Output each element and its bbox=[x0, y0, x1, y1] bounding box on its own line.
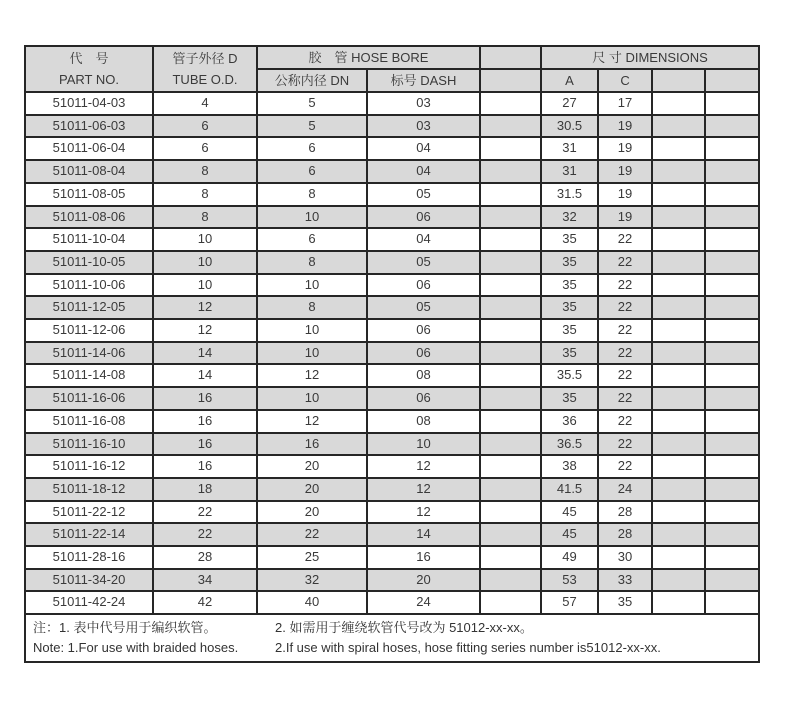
cell-dim-a: 31.5 bbox=[541, 183, 598, 206]
cell-dim-c: 22 bbox=[598, 364, 652, 387]
cell-part-no: 51011-04-03 bbox=[25, 92, 153, 115]
cell-dn: 8 bbox=[257, 183, 367, 206]
table-row bbox=[25, 569, 759, 592]
cell-dim-c: 22 bbox=[598, 296, 652, 319]
cell-blank bbox=[705, 501, 759, 524]
cell-dim-a: 31 bbox=[541, 160, 598, 183]
cell-dim-c: 22 bbox=[598, 387, 652, 410]
cell-blank bbox=[480, 206, 541, 229]
cell-blank bbox=[652, 501, 705, 524]
cell-dash: 10 bbox=[367, 433, 480, 456]
cell-blank bbox=[652, 364, 705, 387]
table-row bbox=[25, 433, 759, 456]
cell-part-no: 51011-22-12 bbox=[25, 501, 153, 524]
header-dash: 标号 DASH bbox=[367, 69, 480, 92]
cell-dim-c: 19 bbox=[598, 206, 652, 229]
cell-blank bbox=[652, 183, 705, 206]
cell-blank bbox=[705, 410, 759, 433]
cell-dim-a: 57 bbox=[541, 591, 598, 614]
cell-dim-a: 35 bbox=[541, 296, 598, 319]
cell-blank bbox=[480, 364, 541, 387]
cell-tube-od: 42 bbox=[153, 591, 257, 614]
cell-dash: 05 bbox=[367, 251, 480, 274]
cell-blank bbox=[705, 228, 759, 251]
cell-dn: 22 bbox=[257, 523, 367, 546]
cell-tube-od: 16 bbox=[153, 433, 257, 456]
cell-blank bbox=[480, 546, 541, 569]
cell-dn: 16 bbox=[257, 433, 367, 456]
cell-blank bbox=[480, 296, 541, 319]
cell-dn: 6 bbox=[257, 137, 367, 160]
cell-dim-c: 24 bbox=[598, 478, 652, 501]
cell-dim-c: 22 bbox=[598, 410, 652, 433]
cell-blank bbox=[652, 319, 705, 342]
table-header bbox=[25, 46, 759, 92]
cell-blank bbox=[652, 523, 705, 546]
cell-dim-a: 45 bbox=[541, 523, 598, 546]
header-part-no-en: PART NO. bbox=[59, 72, 119, 87]
header-tube-od-en: TUBE O.D. bbox=[172, 72, 238, 87]
cell-blank bbox=[705, 183, 759, 206]
cell-dash: 20 bbox=[367, 569, 480, 592]
cell-part-no: 51011-42-24 bbox=[25, 591, 153, 614]
note-zh-1: 注：1. 表中代号用于编织软管。 bbox=[33, 620, 217, 636]
cell-dn: 32 bbox=[257, 569, 367, 592]
note-en-1: Note: 1.For use with braided hoses. bbox=[33, 640, 239, 656]
cell-tube-od: 16 bbox=[153, 410, 257, 433]
table-row bbox=[25, 342, 759, 365]
cell-blank bbox=[705, 319, 759, 342]
cell-part-no: 51011-16-10 bbox=[25, 433, 153, 456]
table-row bbox=[25, 92, 759, 115]
cell-tube-od: 10 bbox=[153, 228, 257, 251]
cell-dim-a: 27 bbox=[541, 92, 598, 115]
cell-dim-c: 19 bbox=[598, 115, 652, 138]
hose-fittings-table bbox=[24, 45, 760, 663]
header-blank-col5b bbox=[480, 69, 541, 92]
cell-blank bbox=[652, 387, 705, 410]
cell-tube-od: 16 bbox=[153, 387, 257, 410]
cell-blank bbox=[652, 478, 705, 501]
cell-blank bbox=[480, 228, 541, 251]
cell-part-no: 51011-10-05 bbox=[25, 251, 153, 274]
cell-blank bbox=[652, 410, 705, 433]
cell-blank bbox=[652, 228, 705, 251]
cell-dim-c: 22 bbox=[598, 274, 652, 297]
cell-dash: 12 bbox=[367, 478, 480, 501]
table-row bbox=[25, 160, 759, 183]
cell-dim-a: 35 bbox=[541, 228, 598, 251]
cell-blank bbox=[480, 591, 541, 614]
cell-dn: 8 bbox=[257, 251, 367, 274]
cell-blank bbox=[480, 319, 541, 342]
cell-dim-c: 30 bbox=[598, 546, 652, 569]
cell-dim-a: 41.5 bbox=[541, 478, 598, 501]
cell-tube-od: 6 bbox=[153, 115, 257, 138]
cell-dash: 12 bbox=[367, 501, 480, 524]
cell-dim-a: 53 bbox=[541, 569, 598, 592]
cell-dn: 10 bbox=[257, 387, 367, 410]
cell-blank bbox=[705, 364, 759, 387]
cell-blank bbox=[652, 546, 705, 569]
cell-blank bbox=[705, 137, 759, 160]
cell-blank bbox=[652, 274, 705, 297]
cell-dim-c: 28 bbox=[598, 523, 652, 546]
cell-blank bbox=[480, 342, 541, 365]
cell-dash: 04 bbox=[367, 160, 480, 183]
cell-dn: 20 bbox=[257, 455, 367, 478]
cell-blank bbox=[652, 206, 705, 229]
cell-blank bbox=[480, 251, 541, 274]
cell-dim-c: 22 bbox=[598, 455, 652, 478]
note-line-en bbox=[26, 638, 758, 658]
cell-tube-od: 22 bbox=[153, 501, 257, 524]
header-dim-c: C bbox=[598, 69, 652, 92]
cell-blank bbox=[480, 92, 541, 115]
cell-part-no: 51011-14-06 bbox=[25, 342, 153, 365]
cell-dash: 12 bbox=[367, 455, 480, 478]
cell-part-no: 51011-34-20 bbox=[25, 569, 153, 592]
cell-blank bbox=[705, 160, 759, 183]
cell-dim-a: 35 bbox=[541, 274, 598, 297]
table-row bbox=[25, 455, 759, 478]
cell-blank bbox=[652, 296, 705, 319]
cell-blank bbox=[705, 591, 759, 614]
cell-dn: 10 bbox=[257, 206, 367, 229]
cell-blank bbox=[480, 501, 541, 524]
cell-blank bbox=[705, 342, 759, 365]
cell-blank bbox=[480, 387, 541, 410]
cell-blank bbox=[652, 92, 705, 115]
table-row bbox=[25, 364, 759, 387]
cell-dim-c: 22 bbox=[598, 433, 652, 456]
cell-dim-a: 30.5 bbox=[541, 115, 598, 138]
cell-dn: 25 bbox=[257, 546, 367, 569]
cell-part-no: 51011-16-12 bbox=[25, 455, 153, 478]
cell-blank bbox=[652, 251, 705, 274]
header-blank-col5 bbox=[480, 46, 541, 69]
cell-dash: 06 bbox=[367, 319, 480, 342]
cell-dim-a: 35 bbox=[541, 342, 598, 365]
cell-part-no: 51011-12-05 bbox=[25, 296, 153, 319]
cell-dim-c: 22 bbox=[598, 319, 652, 342]
cell-dash: 06 bbox=[367, 206, 480, 229]
cell-dim-a: 36 bbox=[541, 410, 598, 433]
cell-dim-c: 19 bbox=[598, 160, 652, 183]
cell-blank bbox=[480, 478, 541, 501]
cell-dim-a: 35.5 bbox=[541, 364, 598, 387]
cell-dash: 08 bbox=[367, 410, 480, 433]
header-dim-a: A bbox=[541, 69, 598, 92]
header-part-no bbox=[25, 46, 153, 92]
cell-blank bbox=[652, 137, 705, 160]
table-row bbox=[25, 591, 759, 614]
cell-tube-od: 12 bbox=[153, 319, 257, 342]
table-row bbox=[25, 251, 759, 274]
header-tube-od-zh: 管子外径 D bbox=[172, 51, 238, 66]
table-row bbox=[25, 546, 759, 569]
header-row-1 bbox=[25, 46, 759, 69]
cell-dash: 06 bbox=[367, 274, 480, 297]
cell-dash: 06 bbox=[367, 387, 480, 410]
cell-dim-c: 17 bbox=[598, 92, 652, 115]
cell-blank bbox=[652, 433, 705, 456]
table-row bbox=[25, 478, 759, 501]
header-blank-col9 bbox=[705, 69, 759, 92]
cell-part-no: 51011-16-08 bbox=[25, 410, 153, 433]
header-dn: 公称内径 DN bbox=[257, 69, 367, 92]
note-zh-2: 2. 如需用于缠绕软管代号改为 51012-xx-xx。 bbox=[275, 620, 533, 636]
cell-tube-od: 16 bbox=[153, 455, 257, 478]
cell-dim-a: 31 bbox=[541, 137, 598, 160]
cell-blank bbox=[480, 410, 541, 433]
cell-blank bbox=[705, 546, 759, 569]
cell-tube-od: 10 bbox=[153, 251, 257, 274]
cell-dim-a: 35 bbox=[541, 319, 598, 342]
cell-dash: 14 bbox=[367, 523, 480, 546]
cell-part-no: 51011-14-08 bbox=[25, 364, 153, 387]
cell-dn: 6 bbox=[257, 228, 367, 251]
cell-part-no: 51011-10-04 bbox=[25, 228, 153, 251]
cell-blank bbox=[705, 455, 759, 478]
cell-dash: 04 bbox=[367, 228, 480, 251]
cell-dim-c: 33 bbox=[598, 569, 652, 592]
cell-part-no: 51011-22-14 bbox=[25, 523, 153, 546]
table-row bbox=[25, 228, 759, 251]
cell-dn: 5 bbox=[257, 115, 367, 138]
cell-blank bbox=[705, 569, 759, 592]
cell-blank bbox=[652, 342, 705, 365]
cell-part-no: 51011-08-06 bbox=[25, 206, 153, 229]
note-en-2: 2.If use with spiral hoses, hose fitting series number is51012-xx-xx. bbox=[275, 640, 661, 656]
cell-part-no: 51011-06-03 bbox=[25, 115, 153, 138]
cell-dim-c: 19 bbox=[598, 183, 652, 206]
cell-dash: 03 bbox=[367, 115, 480, 138]
cell-dim-a: 38 bbox=[541, 455, 598, 478]
table-footer bbox=[25, 614, 759, 662]
cell-dash: 03 bbox=[367, 92, 480, 115]
header-tube-od bbox=[153, 46, 257, 92]
table-row bbox=[25, 206, 759, 229]
cell-part-no: 51011-08-04 bbox=[25, 160, 153, 183]
cell-blank bbox=[652, 569, 705, 592]
cell-tube-od: 4 bbox=[153, 92, 257, 115]
cell-dash: 24 bbox=[367, 591, 480, 614]
cell-dim-c: 28 bbox=[598, 501, 652, 524]
cell-blank bbox=[652, 160, 705, 183]
notes-box bbox=[25, 614, 759, 662]
cell-blank bbox=[705, 251, 759, 274]
cell-blank bbox=[705, 296, 759, 319]
cell-part-no: 51011-10-06 bbox=[25, 274, 153, 297]
cell-dash: 08 bbox=[367, 364, 480, 387]
cell-dim-c: 22 bbox=[598, 228, 652, 251]
cell-dim-a: 45 bbox=[541, 501, 598, 524]
cell-blank bbox=[705, 274, 759, 297]
cell-blank bbox=[480, 569, 541, 592]
cell-tube-od: 28 bbox=[153, 546, 257, 569]
cell-tube-od: 14 bbox=[153, 364, 257, 387]
cell-dn: 40 bbox=[257, 591, 367, 614]
cell-dn: 12 bbox=[257, 410, 367, 433]
cell-part-no: 51011-28-16 bbox=[25, 546, 153, 569]
cell-dn: 10 bbox=[257, 342, 367, 365]
cell-dash: 06 bbox=[367, 342, 480, 365]
cell-dim-a: 32 bbox=[541, 206, 598, 229]
cell-part-no: 51011-16-06 bbox=[25, 387, 153, 410]
cell-dash: 04 bbox=[367, 137, 480, 160]
cell-dn: 6 bbox=[257, 160, 367, 183]
cell-dim-a: 36.5 bbox=[541, 433, 598, 456]
header-part-no-zh: 代 号 bbox=[69, 51, 109, 66]
cell-blank bbox=[480, 274, 541, 297]
cell-blank bbox=[480, 160, 541, 183]
cell-tube-od: 8 bbox=[153, 206, 257, 229]
cell-dim-c: 35 bbox=[598, 591, 652, 614]
cell-blank bbox=[652, 591, 705, 614]
cell-blank bbox=[652, 115, 705, 138]
cell-tube-od: 14 bbox=[153, 342, 257, 365]
cell-blank bbox=[480, 183, 541, 206]
note-line-zh bbox=[26, 618, 758, 638]
cell-tube-od: 18 bbox=[153, 478, 257, 501]
cell-tube-od: 12 bbox=[153, 296, 257, 319]
table-row bbox=[25, 296, 759, 319]
cell-part-no: 51011-06-04 bbox=[25, 137, 153, 160]
table-row bbox=[25, 319, 759, 342]
header-dimensions: 尺 寸 DIMENSIONS bbox=[541, 46, 759, 69]
table-row bbox=[25, 501, 759, 524]
table-row bbox=[25, 274, 759, 297]
cell-blank bbox=[480, 455, 541, 478]
table-row bbox=[25, 523, 759, 546]
cell-tube-od: 22 bbox=[153, 523, 257, 546]
cell-dim-a: 35 bbox=[541, 251, 598, 274]
table-row bbox=[25, 137, 759, 160]
cell-blank bbox=[480, 115, 541, 138]
cell-tube-od: 34 bbox=[153, 569, 257, 592]
cell-blank bbox=[705, 115, 759, 138]
cell-blank bbox=[480, 433, 541, 456]
header-hose-bore: 胶 管 HOSE BORE bbox=[257, 46, 480, 69]
cell-dim-c: 22 bbox=[598, 342, 652, 365]
cell-blank bbox=[480, 523, 541, 546]
table-row bbox=[25, 115, 759, 138]
table-row bbox=[25, 410, 759, 433]
cell-dash: 16 bbox=[367, 546, 480, 569]
header-blank-col8 bbox=[652, 69, 705, 92]
cell-dn: 8 bbox=[257, 296, 367, 319]
cell-dash: 05 bbox=[367, 296, 480, 319]
cell-blank bbox=[652, 455, 705, 478]
cell-blank bbox=[480, 137, 541, 160]
cell-blank bbox=[705, 433, 759, 456]
table-row bbox=[25, 183, 759, 206]
cell-blank bbox=[705, 387, 759, 410]
cell-blank bbox=[705, 92, 759, 115]
cell-dn: 10 bbox=[257, 274, 367, 297]
cell-blank bbox=[705, 478, 759, 501]
cell-part-no: 51011-18-12 bbox=[25, 478, 153, 501]
cell-dn: 5 bbox=[257, 92, 367, 115]
cell-dim-c: 22 bbox=[598, 251, 652, 274]
cell-tube-od: 10 bbox=[153, 274, 257, 297]
cell-dash: 05 bbox=[367, 183, 480, 206]
cell-dim-a: 35 bbox=[541, 387, 598, 410]
cell-dn: 20 bbox=[257, 478, 367, 501]
cell-tube-od: 6 bbox=[153, 137, 257, 160]
cell-blank bbox=[705, 523, 759, 546]
cell-dim-c: 19 bbox=[598, 137, 652, 160]
notes-row bbox=[25, 614, 759, 662]
cell-dn: 12 bbox=[257, 364, 367, 387]
cell-part-no: 51011-12-06 bbox=[25, 319, 153, 342]
cell-tube-od: 8 bbox=[153, 160, 257, 183]
table-row bbox=[25, 387, 759, 410]
cell-tube-od: 8 bbox=[153, 183, 257, 206]
cell-dn: 20 bbox=[257, 501, 367, 524]
cell-dim-a: 49 bbox=[541, 546, 598, 569]
cell-dn: 10 bbox=[257, 319, 367, 342]
cell-part-no: 51011-08-05 bbox=[25, 183, 153, 206]
table-body bbox=[25, 92, 759, 614]
cell-blank bbox=[705, 206, 759, 229]
